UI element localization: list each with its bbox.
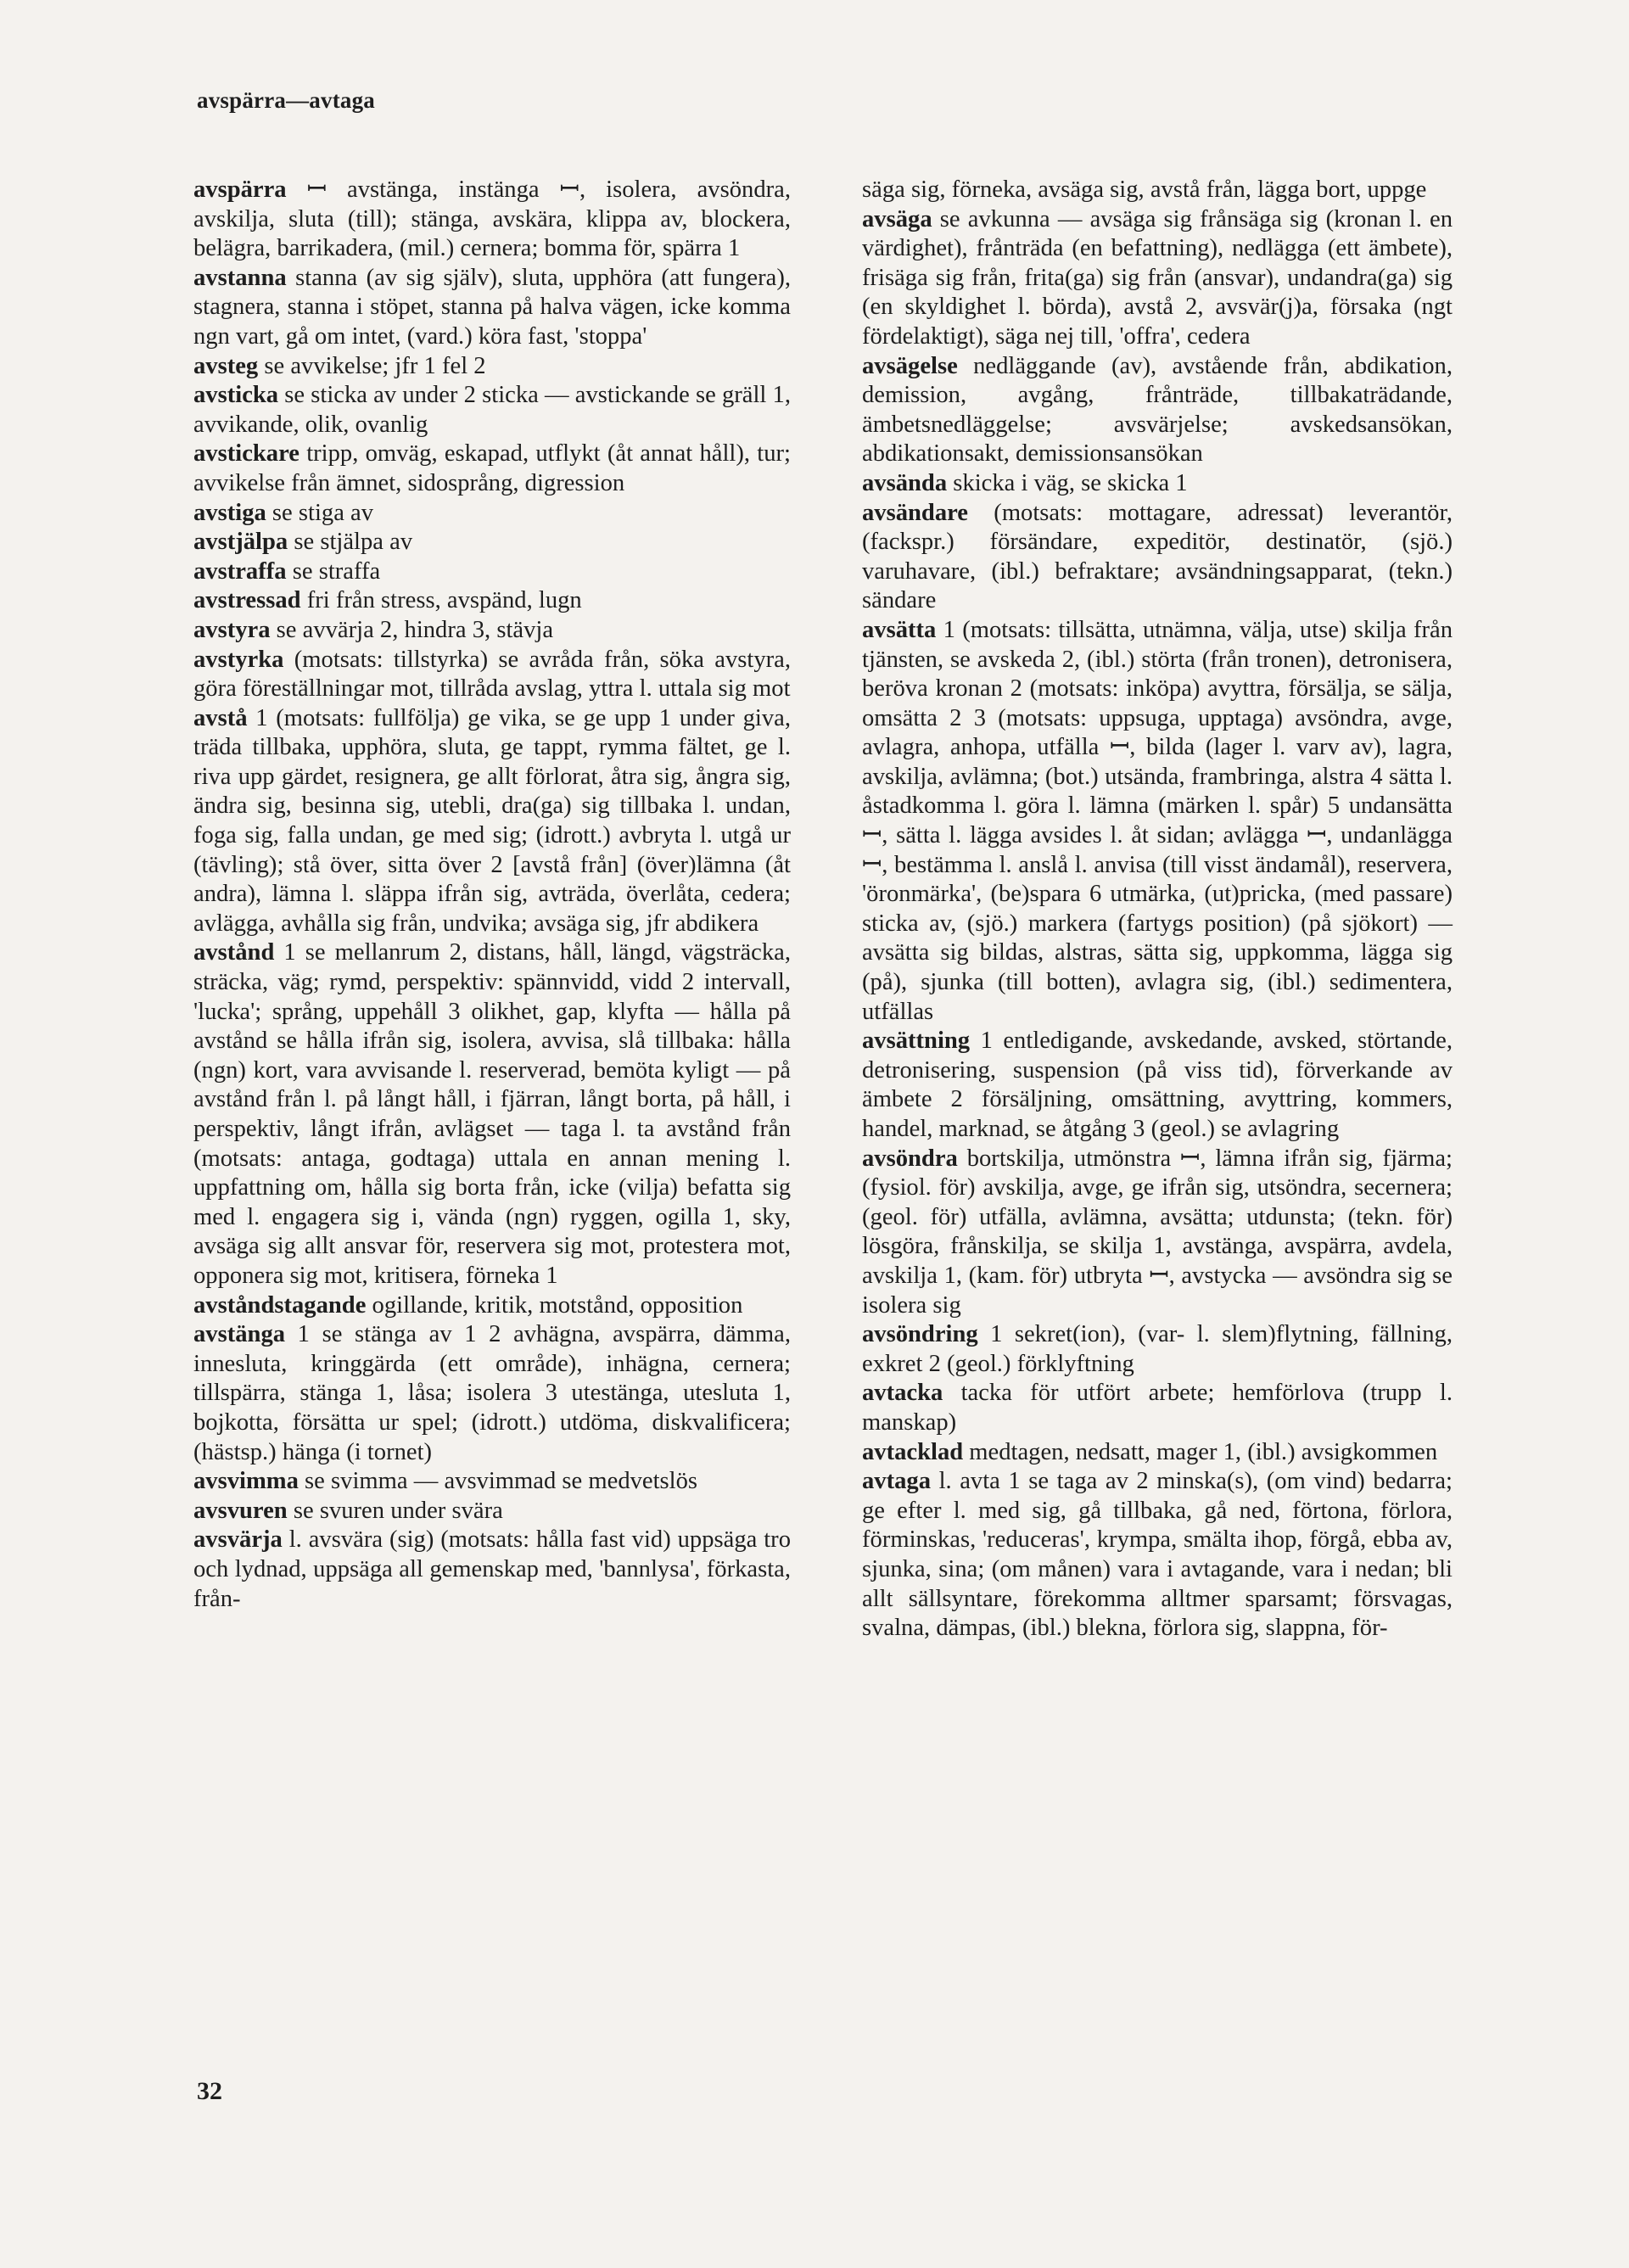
dictionary-entry	[862, 616, 1453, 1027]
entry-headword: avsvuren	[193, 1497, 288, 1524]
entry-headword: avsticka	[193, 382, 279, 409]
entry-text: fri från stress, avspänd, lugn	[300, 587, 582, 614]
dictionary-entry	[193, 1320, 791, 1467]
entry-text: 1 se stänga av 1 2 avhägna, avspärra, dämma, innesluta, kringgärda (ett område), inhägna, cernera; tillspärra, stänga 1, låsa; isolera 3 utestänga, utesluta 1, bojkotta, försätta ur spel; (idrott.) utdöma, diskvalificera; (hästsp.) hänga (i tornet)	[193, 1321, 791, 1465]
entry-text: 1 sekret(ion), (var- l. slem)flytning, fällning, exkret 2 (geol.) förklyftning	[862, 1321, 1453, 1377]
entry-headword: avsändare	[862, 499, 968, 526]
entry-headword: avstanna	[193, 264, 287, 291]
entry-text: se avkunna — avsäga sig frånsäga sig (kronan l. en värdighet), frånträda (en befattning), nedlägga (ett ämbete), frisäga sig från, frita(ga) sig från (ansvar), undandra(ga) sig (en skyldighet l. börda), avstå 2, avsvär(j)a, försaka (ngt fördelaktigt), säga nej till, 'offra', cedera	[862, 205, 1453, 350]
left-column	[193, 176, 791, 1614]
dictionary-entry	[193, 616, 791, 646]
entry-headword: avsäga	[862, 205, 932, 232]
entry-text: tacka för utfört arbete; hemförlova (trupp l. manskap)	[862, 1380, 1453, 1436]
entry-headword: avspärra	[193, 176, 287, 203]
dictionary-entry	[193, 1526, 791, 1614]
entry-text: se svimma — avsvimmad se medvetslös	[298, 1468, 698, 1495]
entry-text: 1 entledigande, avskedande, avsked, störtande, detronisering, suspension (på viss tid), förverkande av ämbete 2 försäljning, omsättning, avyttring, kommers, handel, marknad, se åtgång 3 (geol.) se avlagring	[862, 1028, 1453, 1142]
entry-text: se avvärja 2, hindra 3, stävja	[270, 616, 554, 643]
entry-headword: avstyrka	[193, 646, 284, 673]
dictionary-entry	[193, 557, 791, 587]
dictionary-entry	[862, 1320, 1453, 1379]
dictionary-entry	[193, 381, 791, 440]
entry-headword: avstressad	[193, 587, 301, 614]
dictionary-entry	[193, 528, 791, 557]
entry-headword: avsätta	[862, 616, 937, 643]
entry-headword: avsvimma	[193, 1468, 299, 1495]
entry-text: (motsats: tillstyrka) se avråda från, söka avstyra, göra föreställningar mot, tillråda avslag, yttra l. uttala sig mot	[193, 646, 791, 703]
dictionary-entry	[193, 264, 791, 352]
entry-headword: avsägelse	[862, 352, 958, 379]
dictionary-entry	[193, 938, 791, 1291]
dictionary-entry	[862, 499, 1453, 616]
dictionary-entry	[862, 352, 1453, 469]
entry-headword: avstiga	[193, 499, 266, 526]
dictionary-entry	[862, 1467, 1453, 1644]
dictionary-entry	[193, 646, 791, 704]
dictionary-entry	[862, 1379, 1453, 1437]
entry-text: l. avta 1 se taga av 2 minska(s), (om vind) bedarra; ge efter l. med sig, gå tillbaka, gå ned, förtona, förlora, förminskas, 'reduceras', krympa, smälta ihop, förgå, ebba av, sjunka, sina; (om månen) vara i avtagande, vara i nedan; bli allt sällsyntare, förekomma alltmer sparsamt; försvagas, svalna, dämpas, (ibl.) blekna, förlora sig, slappna, för-	[862, 1468, 1453, 1642]
entry-headword: avsteg	[193, 352, 259, 379]
entry-headword: avstickare	[193, 440, 299, 468]
entry-headword: avsöndring	[862, 1321, 978, 1348]
entry-text: säga sig, förneka, avsäga sig, avstå från, lägga bort, uppge	[862, 176, 1427, 203]
dictionary-entry	[193, 1497, 791, 1526]
dictionary-entry	[193, 704, 791, 939]
entry-text: (motsats: mottagare, adressat) leverantör, (fackspr.) försändare, expeditör, destinatör, (sjö.) varuhavare, (ibl.) befraktare; avsändningsapparat, (tekn.) sändare	[862, 499, 1453, 614]
entry-text: se stjälpa av	[288, 529, 413, 556]
entry-text: 1 (motsats: tillsätta, utnämna, välja, utse) skilja från tjänsten, se avskeda 2, (ibl.) störta (från tronen), detronisera, beröva kronan 2 (motsats: inköpa) avyttra, försälja, se sälja, omsätta 2 3 (motsats: uppsuga, upptaga) avsöndra, avge, avlagra, anhopa, utfälla ꟷ, bilda (lager l. varv av), lagra, avskilja, avlämna; (bot.) utsända, frambringa, alstra 4 sätta l. åstadkomma l. göra l. lämna (märken l. spår) 5 undansätta ꟷ, sätta l. lägga avsides l. åt sidan; avlägga ꟷ, undanlägga ꟷ, bestämma l. anslå l. anvisa (till visst ändamål), reservera, 'öronmärka', (be)spara 6 utmärka, (ut)pricka, (med passare) sticka av, (sjö.) markera (fartygs position) (på sjökort) — avsätta sig bildas, alstras, sätta sig, uppkomma, lägga sig (på), sjunka (till botten), avlagra sig, (ibl.) sedimentera, utfällas	[862, 616, 1453, 1025]
entry-text: se svuren under svära	[287, 1497, 503, 1524]
dictionary-entry	[862, 1027, 1453, 1144]
running-head: avspärra—avtaga	[197, 87, 375, 113]
entry-text: se sticka av under 2 sticka — avstickande se gräll 1, avvikande, olik, ovanlig	[193, 382, 791, 438]
entry-headword: avsvärja	[193, 1526, 283, 1554]
entry-text: ꟷ avstänga, instänga ꟷ, isolera, avsöndra, avskilja, sluta (till); stänga, avskära, klippa av, blockera, belägra, barrikadera, (mil.) cernera; bomma för, spärra 1	[193, 176, 791, 262]
entry-text: 1 se mellanrum 2, distans, håll, längd, vägsträcka, sträcka, väg; rymd, perspektiv: spännvidd, vidd 2 intervall, 'lucka'; språng, uppehåll 3 olikhet, gap, klyfta — hålla på avstånd se hålla ifrån sig, isolera, avvisa, slå tillbaka: hålla (ngn) kort, vara avvisande l. reserverad, bemöta kyligt — på avstånd från l. på långt håll, i fjärran, långt borta, på håll, i perspektiv, långt ifrån, avlägset — taga l. ta avstånd från (motsats: antaga, godtaga) uttala en annan mening l. uppfattning om, hålla sig borta från, icke (vilja) befatta sig med l. engagera sig i, vända (ngn) ryggen, ogilla 1, sky, avsäga sig allt ansvar för, reservera sig mot, protestera mot, opponera sig mot, kritisera, förneka 1	[193, 939, 791, 1289]
entry-text: skicka i väg, se skicka 1	[947, 469, 1188, 496]
entry-headword: avsöndra	[862, 1145, 958, 1172]
entry-headword: avsända	[862, 469, 948, 496]
entry-text: l. avsvära (sig) (motsats: hålla fast vid) uppsäga tro och lydnad, uppsäga all gemenskap med, 'bannlysa', förkasta, från-	[193, 1526, 791, 1612]
dictionary-entry	[862, 176, 1453, 205]
dictionary-entry	[193, 1467, 791, 1497]
entry-text: stanna (av sig själv), sluta, upphöra (att fungera), stagnera, stanna i stöpet, stanna på halva vägen, icke komma ngn vart, gå om intet, (vard.) köra fast, 'stoppa'	[193, 264, 791, 350]
dictionary-entry	[193, 352, 791, 382]
entry-text: se straffa	[286, 557, 381, 585]
dictionary-entry	[193, 176, 791, 264]
entry-text: se avvikelse; jfr 1 fel 2	[258, 352, 486, 379]
entry-headword: avstyra	[193, 616, 271, 643]
entry-headword: avtacka	[862, 1380, 943, 1407]
dictionary-entry	[193, 440, 791, 498]
entry-text: ogillande, kritik, motstånd, opposition	[366, 1291, 743, 1319]
dictionary-entry	[862, 1145, 1453, 1321]
entry-headword: avstånd	[193, 939, 275, 966]
page-number: 32	[197, 2077, 222, 2105]
entry-text: medtagen, nedsatt, mager 1, (ibl.) avsigkommen	[963, 1438, 1438, 1465]
dictionary-entry	[862, 205, 1453, 352]
entry-headword: avstänga	[193, 1321, 286, 1348]
dictionary-entry	[193, 499, 791, 529]
entry-text: 1 (motsats: fullfölja) ge vika, se ge upp 1 under giva, träda tillbaka, upphöra, sluta, ge tappt, rymma fältet, ge l. riva upp gärdet, resignera, ge allt förlorat, åtra sig, ångra sig, ändra sig, besinna sig, utebli, dra(ga) sig tillbaka l. undan, foga sig, falla undan, ge med sig; (idrott.) avbryta l. utgå ur (tävling); stå över, sitta över 2 [avstå från] (över)lämna (åt andra), lämna l. släppa ifrån sig, avträda, överlåta, cedera; avlägga, avhålla sig från, undvika; avsäga sig, jfr abdikera	[193, 704, 791, 937]
entry-headword: avståndstagande	[193, 1291, 367, 1319]
entry-headword: avsättning	[862, 1028, 971, 1055]
entry-text: se stiga av	[266, 499, 374, 526]
entry-text: nedläggande (av), avstående från, abdikation, demission, avgång, frånträde, tillbakaträdande, ämbetsnedläggelse; avsvärjelse; avskedsansökan, abdikationsakt, demissionsansökan	[862, 352, 1453, 468]
dictionary-entry	[193, 586, 791, 616]
right-column	[862, 176, 1453, 1644]
entry-headword: avstå	[193, 704, 248, 731]
dictionary-entry	[862, 469, 1453, 499]
entry-headword: avtaga	[862, 1468, 932, 1495]
entry-headword: avtacklad	[862, 1438, 964, 1465]
entry-headword: avstjälpa	[193, 529, 288, 556]
entry-headword: avstraffa	[193, 557, 287, 585]
entry-text: bortskilja, utmönstra ꟷ, lämna ifrån sig, fjärma; (fysiol. för) avskilja, avge, ge ifrån sig, utsöndra, secernera; (geol. för) utfälla, avlämna, avsätta; utdunsta; (tekn. för) lösgöra, frånskilja, se skilja 1, avstänga, avspärra, avdela, avskilja 1, (kam. för) utbryta ꟷ, avstycka — avsöndra sig se isolera sig	[862, 1145, 1453, 1319]
dictionary-entry	[193, 1291, 791, 1321]
entry-text: tripp, omväg, eskapad, utflykt (åt annat håll), tur; avvikelse från ämnet, sidosprång, digression	[193, 440, 791, 496]
dictionary-entry	[862, 1438, 1453, 1468]
